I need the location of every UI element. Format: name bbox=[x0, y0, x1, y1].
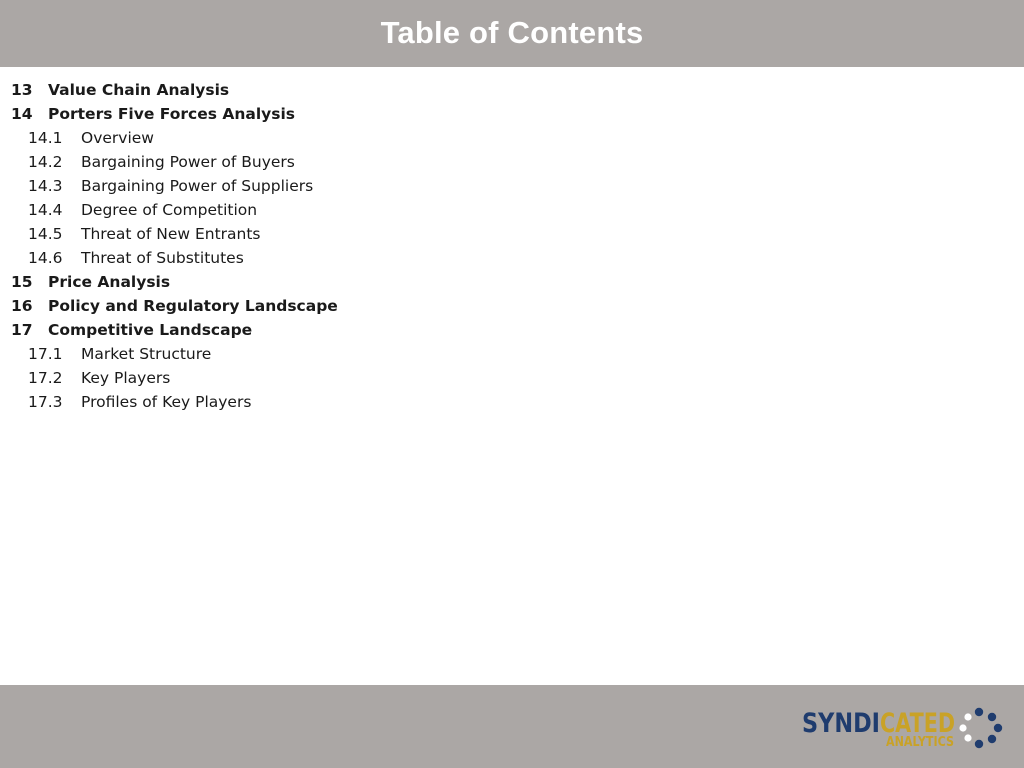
toc-entry-label: Profiles of Key Players bbox=[81, 393, 252, 411]
toc-entry-number: 14.6 bbox=[28, 249, 63, 267]
toc-entry-number: 17.2 bbox=[28, 369, 63, 387]
toc-entry-number: 14.3 bbox=[28, 177, 63, 195]
toc-entry-label: Bargaining Power of Buyers bbox=[81, 153, 295, 171]
toc-entry-label: Market Structure bbox=[81, 345, 212, 363]
title-bar bbox=[0, 0, 1024, 67]
toc-entry-number: 15 bbox=[11, 273, 33, 291]
dotted-circle-logo-icon bbox=[959, 708, 1002, 748]
syndicated-analytics-logo bbox=[802, 704, 1012, 752]
footer-bar bbox=[0, 685, 1024, 768]
toc-entry-number: 17.3 bbox=[28, 393, 63, 411]
toc-entry-label: Value Chain Analysis bbox=[48, 81, 230, 99]
logo-text-tagline: ANALYTICS bbox=[886, 735, 954, 750]
logo-text-secondary: CATED bbox=[880, 708, 955, 739]
toc-entry-label: Competitive Landscape bbox=[48, 321, 253, 339]
company-logo bbox=[802, 704, 1012, 752]
toc-entry-label: Degree of Competition bbox=[81, 201, 258, 219]
toc-entry-label: Policy and Regulatory Landscape bbox=[48, 297, 338, 315]
toc-entry-label: Bargaining Power of Suppliers bbox=[81, 177, 314, 195]
toc-entry-number: 17.1 bbox=[28, 345, 63, 363]
toc-entry-number: 14.4 bbox=[28, 201, 63, 219]
toc-entry-label: Price Analysis bbox=[48, 273, 171, 291]
page-title: Table of Contents bbox=[380, 14, 644, 50]
toc-entry-label: Threat of New Entrants bbox=[81, 225, 261, 243]
toc-entry-number: 14.5 bbox=[28, 225, 63, 243]
toc-entry-number: 14 bbox=[11, 105, 33, 123]
toc-entry-number: 14.2 bbox=[28, 153, 63, 171]
toc-entry-label: Overview bbox=[81, 129, 154, 147]
toc-entry-number: 17 bbox=[11, 321, 33, 339]
toc-entry-number: 13 bbox=[11, 81, 33, 99]
toc-entry-number: 14.1 bbox=[28, 129, 63, 147]
toc-entry-label: Key Players bbox=[81, 369, 171, 387]
logo-text-primary: SYNDI bbox=[802, 708, 880, 739]
toc-entry-label: Threat of Substitutes bbox=[81, 249, 244, 267]
toc-entry-number: 16 bbox=[11, 297, 33, 315]
toc-entry-label: Porters Five Forces Analysis bbox=[48, 105, 296, 123]
